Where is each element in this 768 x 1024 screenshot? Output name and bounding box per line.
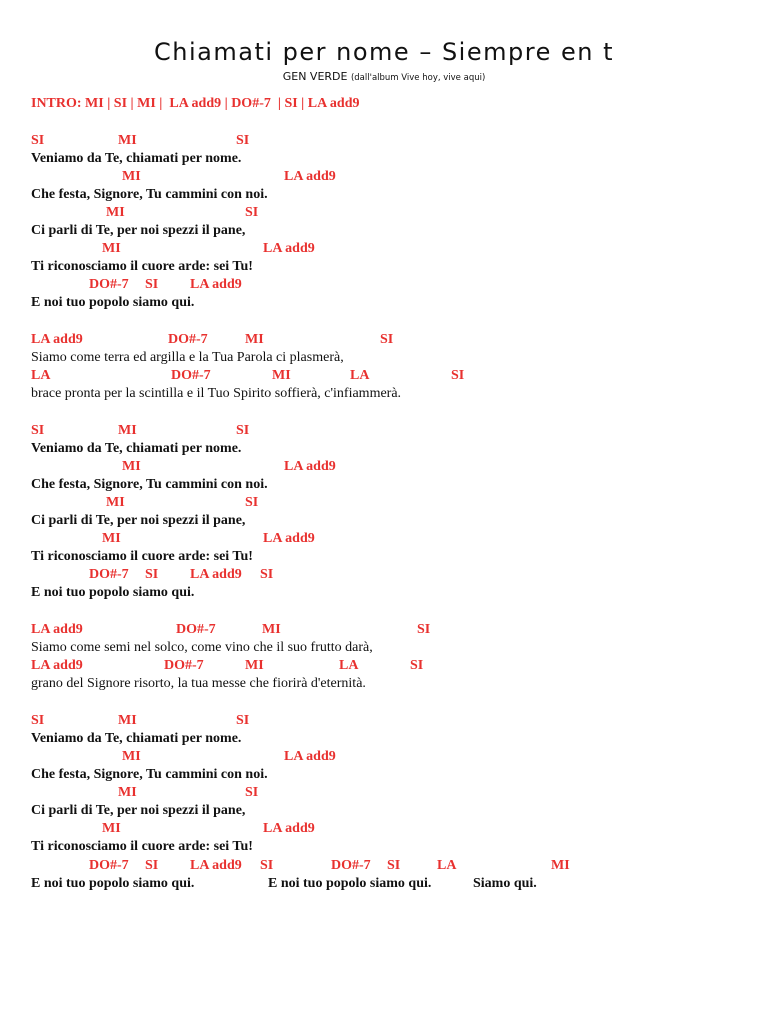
chord: MI [102, 241, 121, 256]
chord-line [0, 531, 768, 547]
chord: DO#-7 [331, 858, 371, 873]
chord-line [0, 785, 768, 801]
chord-line [0, 858, 768, 874]
intro-line: INTRO: MI | SI | MI | LA add9 | DO#-7 | SI | LA add9 [31, 96, 360, 111]
chord-line [0, 622, 768, 638]
chord-line [0, 495, 768, 511]
chord-line [0, 133, 768, 149]
song-subtitle [0, 70, 768, 83]
lyric-segment: E noi tuo popolo siamo qui. [31, 876, 195, 891]
chord: SI [380, 332, 394, 347]
lyric-line: Che festa, Signore, Tu cammini con noi. [31, 767, 268, 782]
lyric-line [0, 876, 768, 892]
lyric-line: Ci parli di Te, per noi spezzi il pane, [31, 803, 246, 818]
chord: MI [245, 658, 264, 673]
chord: LA add9 [284, 749, 336, 764]
chord: SI [245, 205, 259, 220]
chord: DO#-7 [89, 858, 129, 873]
chord: MI [272, 368, 291, 383]
chord: SI [260, 858, 274, 873]
chord: LA add9 [284, 169, 336, 184]
chord: LA add9 [263, 821, 315, 836]
chord: SI [31, 713, 45, 728]
chord: LA add9 [190, 567, 242, 582]
chord: DO#-7 [171, 368, 211, 383]
chord: MI [551, 858, 570, 873]
album-note: (dall'album Vive hoy, vive aqui) [350, 73, 486, 83]
chord: SI [245, 785, 259, 800]
chord: DO#-7 [176, 622, 216, 637]
lyric-line: Ti riconosciamo il cuore arde: sei Tu! [31, 839, 253, 854]
lyric-line: Veniamo da Te, chiamati per nome. [31, 731, 242, 746]
chord-line [0, 658, 768, 674]
chord: LA add9 [190, 277, 242, 292]
chord: MI [245, 332, 264, 347]
chord: SI [260, 567, 274, 582]
chord: SI [417, 622, 431, 637]
lyric-line: Ti riconosciamo il cuore arde: sei Tu! [31, 549, 253, 564]
chord: MI [118, 713, 137, 728]
chord-line [0, 169, 768, 185]
lyric-line: Veniamo da Te, chiamati per nome. [31, 151, 242, 166]
lyric-line: Siamo come terra ed argilla e la Tua Parola ci plasmerà, [31, 350, 344, 365]
chord: SI [245, 495, 259, 510]
chord: LA add9 [263, 241, 315, 256]
chord: SI [236, 713, 250, 728]
chord-line [0, 821, 768, 837]
chord: MI [122, 749, 141, 764]
chord: SI [236, 423, 250, 438]
chord-line [0, 749, 768, 765]
lyric-line: brace pronta per la scintilla e il Tuo Spirito soffierà, c'infiammerà. [31, 386, 402, 401]
lyric-line: E noi tuo popolo siamo qui. [31, 585, 195, 600]
chord: DO#-7 [164, 658, 204, 673]
chord: MI [102, 821, 121, 836]
chord-line [0, 713, 768, 729]
chord: DO#-7 [89, 567, 129, 582]
chord: SI [31, 133, 45, 148]
chord: DO#-7 [89, 277, 129, 292]
chord-line [0, 241, 768, 257]
lyric-line: Che festa, Signore, Tu cammini con noi. [31, 477, 268, 492]
chord: SI [387, 858, 401, 873]
chord: SI [410, 658, 424, 673]
chord: MI [122, 169, 141, 184]
chord-line [0, 205, 768, 221]
lyric-line: Ti riconosciamo il cuore arde: sei Tu! [31, 259, 253, 274]
chord-line [0, 277, 768, 293]
chord: LA add9 [31, 658, 83, 673]
chord: MI [122, 459, 141, 474]
chord: DO#-7 [168, 332, 208, 347]
lyric-segment: Siamo qui. [473, 876, 537, 891]
chord: LA add9 [31, 332, 83, 347]
lyric-line: Veniamo da Te, chiamati per nome. [31, 441, 242, 456]
chord: MI [262, 622, 281, 637]
chord: LA [339, 658, 359, 673]
chord: MI [102, 531, 121, 546]
chord: MI [106, 205, 125, 220]
song-title: Chiamati per nome – Siempre en t [154, 38, 614, 66]
lyric-line: Ci parli di Te, per noi spezzi il pane, [31, 513, 246, 528]
chord-line [0, 567, 768, 583]
lyric-line: grano del Signore risorto, la tua messe che fiorirà d'eternità. [31, 676, 366, 691]
lyric-line: Che festa, Signore, Tu cammini con noi. [31, 187, 268, 202]
chord: SI [451, 368, 465, 383]
chord: SI [31, 423, 45, 438]
chord: LA add9 [190, 858, 242, 873]
lyric-line: E noi tuo popolo siamo qui. [31, 295, 195, 310]
chord: SI [145, 567, 159, 582]
chord-line [0, 459, 768, 475]
chord: MI [118, 133, 137, 148]
author: GEN VERDE [282, 70, 348, 83]
chord-line [0, 423, 768, 439]
chord: LA [437, 858, 457, 873]
chord-line [0, 332, 768, 348]
chord-line [0, 368, 768, 384]
chord: LA [31, 368, 51, 383]
chord: MI [118, 423, 137, 438]
chord: MI [118, 785, 137, 800]
chord: SI [236, 133, 250, 148]
lyric-segment: E noi tuo popolo siamo qui. [268, 876, 432, 891]
chord: LA add9 [31, 622, 83, 637]
lyric-line: Siamo come semi nel solco, come vino che il suo frutto darà, [31, 640, 373, 655]
chord: SI [145, 277, 159, 292]
lyric-line: Ci parli di Te, per noi spezzi il pane, [31, 223, 246, 238]
chord: LA [350, 368, 370, 383]
chord: SI [145, 858, 159, 873]
chord: LA add9 [284, 459, 336, 474]
chord: MI [106, 495, 125, 510]
chord: LA add9 [263, 531, 315, 546]
